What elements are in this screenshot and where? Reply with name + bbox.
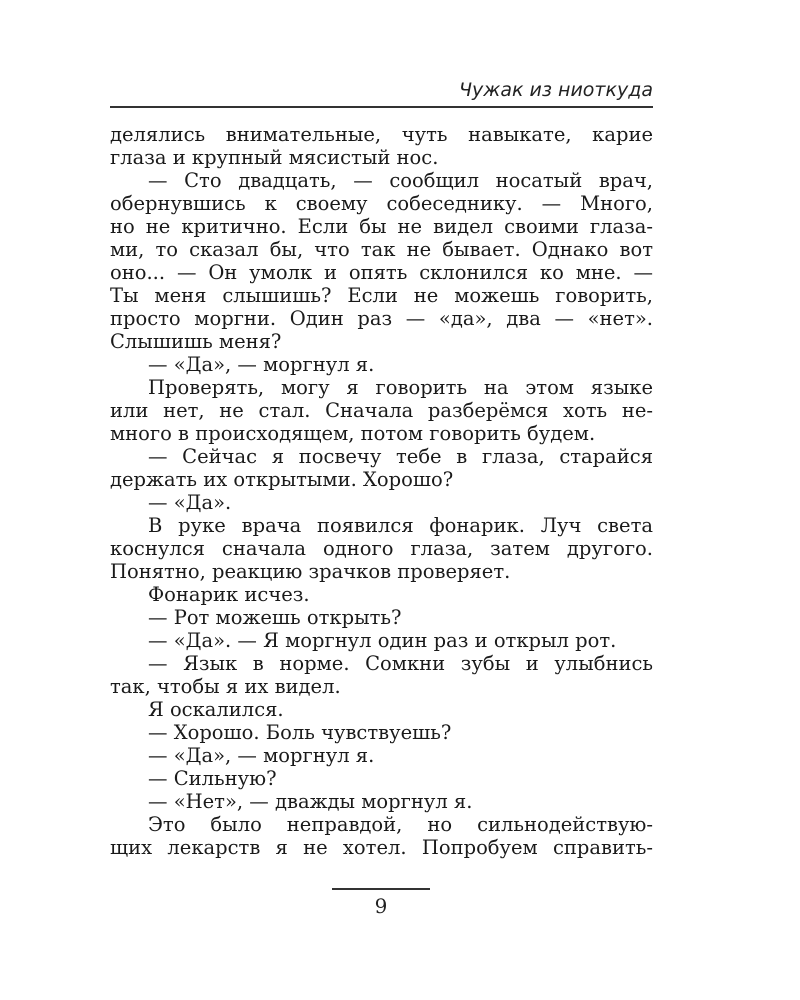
text-line: — «Да», — моргнул я.	[148, 744, 375, 767]
text-line: — Язык в норме. Сомкни зубы и улыбнись	[148, 652, 653, 675]
text-line: — «Нет», — дважды моргнул я.	[148, 790, 473, 813]
text-line: обернувшись к своему собеседнику. — Много,	[110, 192, 653, 215]
text-line: или нет, не стал. Сначала разберёмся хоть не-	[110, 399, 653, 422]
text-line: много в происходящем, потом говорить будем.	[110, 422, 596, 445]
text-line: — Сто двадцать, — сообщил носатый врач,	[148, 169, 653, 192]
text-line: Это было неправдой, но сильнодействую-	[148, 813, 653, 836]
text-line: оно... — Он умолк и опять склонился ко мне. —	[110, 261, 653, 284]
text-line: коснулся сначала одного глаза, затем другого.	[110, 537, 653, 560]
text-line: делялись внимательные, чуть навыкате, карие	[110, 123, 653, 146]
text-line: просто моргни. Один раз — «да», два — «нет».	[110, 307, 653, 330]
text-line: глаза и крупный мясистый нос.	[110, 146, 439, 169]
text-line: — Рот можешь открыть?	[148, 606, 402, 629]
text-line: — Сильную?	[148, 767, 277, 790]
text-line: Фонарик исчез.	[148, 583, 310, 606]
footer-rule	[332, 888, 430, 890]
text-line: держать их открытыми. Хорошо?	[110, 468, 454, 491]
text-line: Ты меня слышишь? Если не можешь говорить,	[110, 284, 653, 307]
header-rule	[110, 106, 653, 108]
text-line: но не критично. Если бы не видел своими глаза-	[110, 215, 653, 238]
text-line: Понятно, реакцию зрачков проверяет.	[110, 560, 511, 583]
body-text	[110, 123, 653, 859]
text-line: Я оскалился.	[148, 698, 284, 721]
text-line: Слышишь меня?	[110, 330, 282, 353]
text-line: так, чтобы я их видел.	[110, 675, 341, 698]
text-line: ми, то сказал бы, что так не бывает. Однако вот	[110, 238, 653, 261]
text-line: — «Да», — моргнул я.	[148, 353, 375, 376]
text-line: — «Да». — Я моргнул один раз и открыл рот.	[148, 629, 617, 652]
text-line: — Хорошо. Боль чувствуешь?	[148, 721, 452, 744]
running-head: Чужак из ниоткуда	[459, 79, 653, 101]
page-number: 9	[374, 894, 388, 918]
text-line: — «Да».	[148, 491, 232, 514]
text-line: В руке врача появился фонарик. Луч света	[148, 514, 653, 537]
text-line: — Сейчас я посвечу тебе в глаза, старайся	[148, 445, 653, 468]
text-line: Проверять, могу я говорить на этом языке	[148, 376, 653, 399]
text-line: щих лекарств я не хотел. Попробуем справить-	[110, 836, 653, 859]
